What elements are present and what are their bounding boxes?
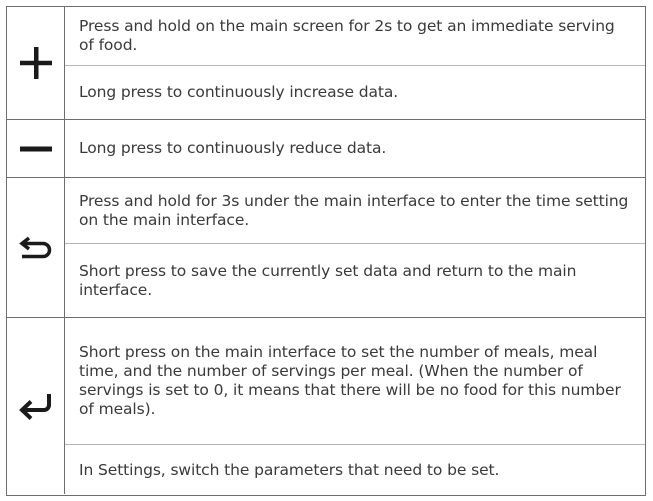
icon-cell [7,120,65,177]
plus-icon [19,46,53,80]
button-function-table [6,6,646,496]
description-text: Short press to save the currently set data and return to the main interface. [65,243,645,318]
table-row-plus [7,7,645,119]
back-arrow-icon [19,235,53,261]
description-text: Press and hold for 3s under the main interface to enter the time setting on the main interface. [79,191,629,229]
enter-return-icon [18,392,54,420]
icon-cell [7,178,65,317]
description-cell [65,318,645,494]
description-text: Long press to continuously reduce data. [79,138,387,157]
minus-icon [19,144,53,154]
description-text: Short press on the main interface to set the number of meals, meal time, and the number of servings per meal. (When the number of servings is set to 0, it means that there will be no food for this number of meals). [79,343,621,418]
icon-cell [7,7,65,119]
table-row-minus [7,119,645,177]
icon-cell [7,318,65,494]
description-cell [65,120,645,177]
description-text: In Settings, switch the parameters that need to be set. [65,444,645,495]
table-row-back [7,177,645,317]
description-cell [65,7,645,119]
table-row-enter [7,317,645,494]
description-cell [65,178,645,317]
description-text: Long press to continuously increase data. [65,65,645,119]
description-text: Press and hold on the main screen for 2s to get an immediate serving of food. [79,17,615,54]
